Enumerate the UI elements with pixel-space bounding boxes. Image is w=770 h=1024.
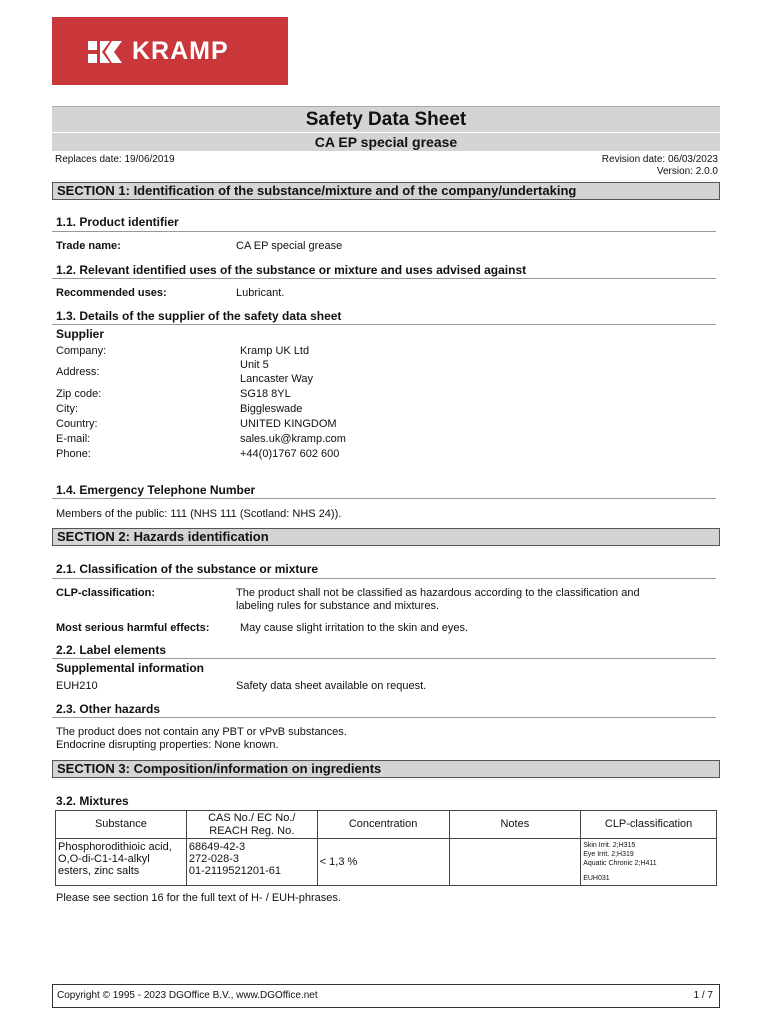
city-value: Biggleswade [240,403,303,415]
heading-2-2: 2.2. Label elements [56,643,167,657]
heading-1-1: 1.1. Product identifier [56,215,179,229]
harmful-effects-label: Most serious harmful effects: [56,622,210,634]
phone-value: +44(0)1767 602 600 [240,448,340,460]
clp-label: CLP-classification: [56,587,156,599]
company-value: Kramp UK Ltd [240,345,310,357]
page-footer [52,984,720,1008]
section-2-header: SECTION 2: Hazards identification [52,528,720,546]
section-1-header: SECTION 1: Identification of the substance/mixture and of the company/undertaking [52,182,720,200]
revision-date: Revision date: 06/03/2023 [601,154,718,165]
address-label: Address: [56,366,100,378]
email-label: E-mail: [56,433,91,445]
page-number: 1 / 7 [693,990,713,1001]
trade-name-value: CA EP special grease [236,240,343,252]
address-line-2: Lancaster Way [240,373,313,385]
company-label: Company: [56,345,107,357]
email-value: sales.uk@kramp.com [240,433,346,445]
heading-2-3: 2.3. Other hazards [56,702,161,716]
document-title: Safety Data Sheet [52,106,720,132]
table-row [56,839,717,886]
col-cas-line-1: CAS No./ EC No./ [208,811,296,824]
clp-cell [581,839,717,886]
trade-name-label: Trade name: [56,240,121,252]
clp-text-line-2: labeling rules for substance and mixtures. [236,600,439,612]
supplemental-info-heading: Supplemental information [56,661,205,675]
cas-number: 68649-42-3 [188,841,246,853]
ec-number: 272-028-3 [188,853,240,865]
divider [52,498,716,499]
col-notes: Notes [449,811,581,839]
section-16-note: Please see section 16 for the full text of H- / EUH-phrases. [56,892,341,904]
copyright: Copyright © 1995 - 2023 DGOffice B.V., www.DGOffice.net [57,990,318,1001]
other-hazards-line-2: Endocrine disrupting properties: None known. [56,739,279,751]
divider [52,324,716,325]
recommended-uses-value: Lubricant. [236,287,285,299]
version: Version: 2.0.0 [656,166,718,177]
country-value: UNITED KINGDOM [240,418,337,430]
divider [52,717,716,718]
zip-value: SG18 8YL [240,388,291,400]
col-clp: CLP-classification [581,811,717,839]
heading-1-4: 1.4. Emergency Telephone Number [56,483,256,497]
emergency-number: Members of the public: 111 (NHS 111 (Scotland: NHS 24)). [56,508,342,520]
col-substance: Substance [56,811,187,839]
mixtures-table [55,810,717,886]
concentration-cell: < 1,3 % [317,839,449,886]
euh-text: Safety data sheet available on request. [236,680,427,692]
clp-line-1: Skin Irrit. 2;H315 [583,842,636,849]
divider [52,278,716,279]
divider [52,658,716,659]
substance-cell [56,839,187,886]
supplier-heading: Supplier [56,327,105,341]
clp-text-line-1: The product shall not be classified as hazardous according to the classification and [236,587,640,599]
heading-1-2: 1.2. Relevant identified uses of the substance or mixture and uses advised against [56,263,527,277]
kramp-k-icon [88,41,122,63]
col-concentration: Concentration [317,811,449,839]
harmful-effects-value: May cause slight irritation to the skin and eyes. [240,622,469,634]
substance-line-1: Phosphorodithioic acid, [58,841,172,853]
col-cas [186,811,317,839]
heading-3-2: 3.2. Mixtures [56,794,129,808]
substance-line-2: O,O-di-C1-14-alkyl [58,853,150,865]
other-hazards-line-1: The product does not contain any PBT or vPvB substances. [56,726,347,738]
section-3-header: SECTION 3: Composition/information on ingredients [52,760,720,778]
heading-2-1: 2.1. Classification of the substance or mixture [56,562,319,576]
euh-code: EUH210 [56,680,98,692]
reach-number: 01-2119521201-61 [188,865,282,877]
clp-line-4: EUH031 [583,875,610,882]
clp-line-2: Eye Irrit. 2;H319 [583,851,634,858]
notes-cell [449,839,581,886]
phone-label: Phone: [56,448,91,460]
kramp-logo [52,17,288,85]
address-line-1: Unit 5 [240,359,269,371]
replaces-date: Replaces date: 19/06/2019 [55,154,175,165]
country-label: Country: [56,418,98,430]
product-subtitle: CA EP special grease [52,133,720,151]
recommended-uses-label: Recommended uses: [56,287,167,299]
divider [52,578,716,579]
cas-cell [186,839,317,886]
zip-label: Zip code: [56,388,102,400]
divider [52,231,716,232]
substance-line-3: esters, zinc salts [58,865,140,877]
city-label: City: [56,403,78,415]
col-cas-line-2: REACH Reg. No. [209,824,295,837]
logo-text: KRAMP [132,37,229,65]
clp-line-3: Aquatic Chronic 2;H411 [583,860,657,867]
table-header-row [56,811,717,839]
heading-1-3: 1.3. Details of the supplier of the safety data sheet [56,309,342,323]
